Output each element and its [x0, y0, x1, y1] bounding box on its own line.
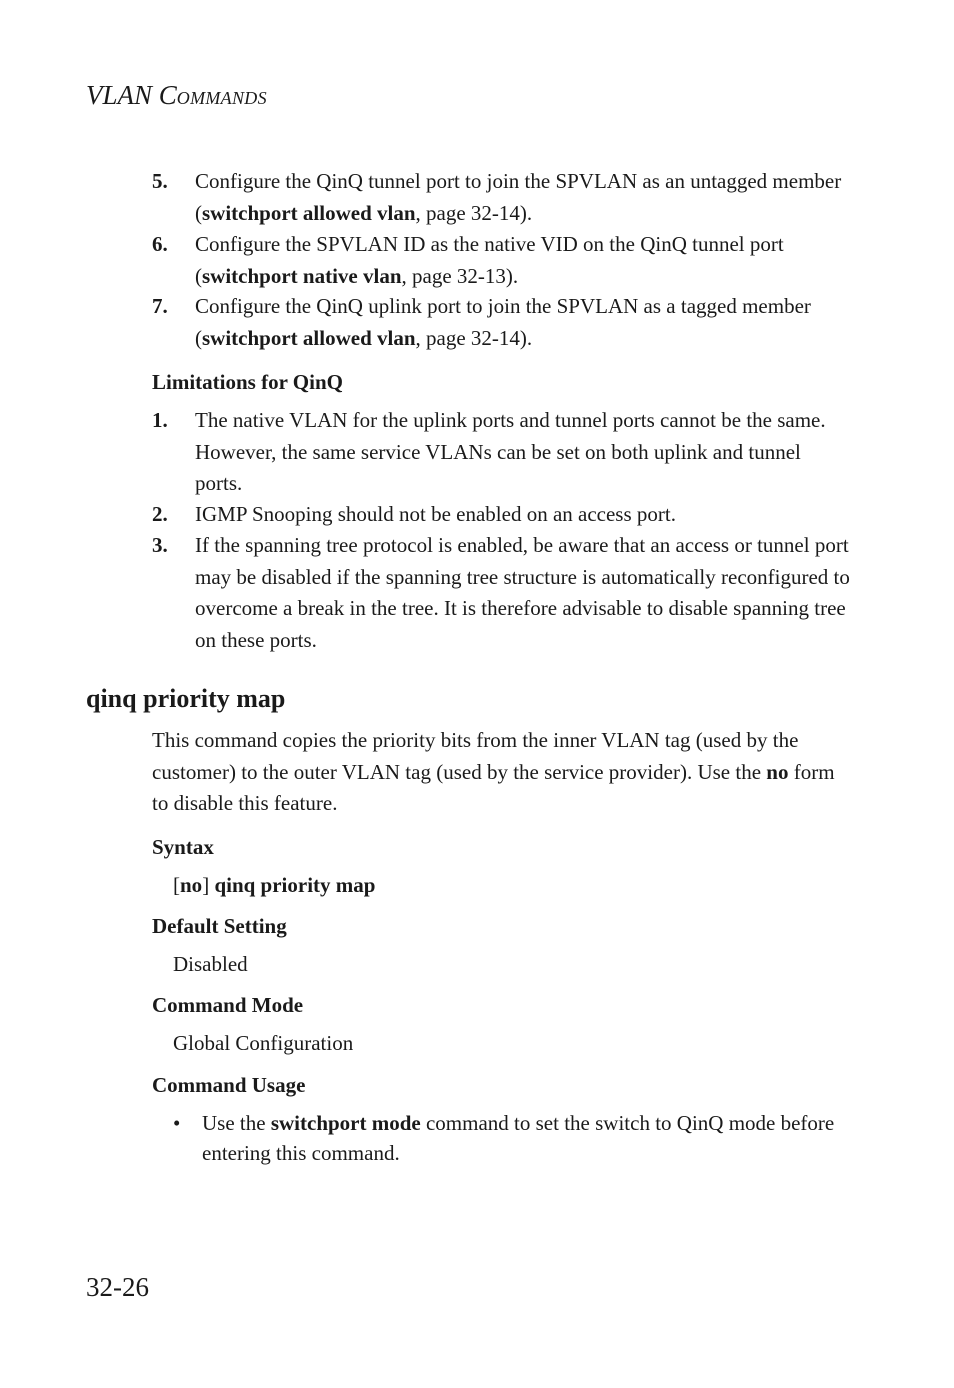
item-text: The native VLAN for the uplink ports and tunnel ports cannot be the same. However, the same service VLANs can be set on both uplink and tunnel ports.	[195, 408, 826, 495]
command-mode-heading: Command Mode	[152, 993, 304, 1017]
page-number: 32-26	[86, 1272, 149, 1302]
section-description: This command copies the priority bits from the inner VLAN tag (used by the customer) to the outer VLAN tag (used by the service provider). Use the no form to disable this feature.	[152, 728, 835, 815]
step-text: Configure the QinQ tunnel port to join the SPVLAN as an untagged member (switchport allowed vlan, page 32-14).	[195, 169, 842, 225]
command-name: switchport mode	[270, 1111, 421, 1135]
command-name: switchport allowed vlan	[202, 325, 416, 350]
header-rest: OMMANDS	[176, 88, 267, 108]
usage-bullet-item	[173, 1108, 863, 1168]
step-5	[152, 166, 852, 229]
syntax-command: qinq priority map	[214, 873, 376, 897]
step-number: 6.	[152, 232, 168, 256]
header-first: VLAN C	[86, 80, 177, 110]
section-title: qinq priority map	[86, 684, 286, 713]
command-name: switchport allowed vlan	[202, 200, 416, 225]
running-header	[86, 80, 267, 111]
limitation-3	[152, 530, 852, 656]
command-mode-value: Global Configuration	[173, 1031, 354, 1055]
item-number: 1.	[152, 408, 168, 432]
item-text: IGMP Snooping should not be enabled on an access port.	[195, 502, 676, 526]
item-text: If the spanning tree protocol is enabled, be aware that an access or tunnel port may be disabled if the spanning tree structure is automatically reconfigured to overcome a break in the tree. It is therefore advisable to disable spanning tree on these ports.	[195, 533, 850, 652]
bullet-icon: •	[173, 1111, 181, 1135]
limitation-1	[152, 405, 852, 500]
item-number: 3.	[152, 533, 168, 557]
item-number: 2.	[152, 502, 168, 526]
default-setting-heading: Default Setting	[152, 914, 287, 938]
step-7	[152, 291, 852, 354]
command-name: switchport native vlan	[202, 263, 402, 288]
no-keyword: no	[766, 759, 789, 784]
syntax-heading: Syntax	[152, 835, 214, 859]
command-usage-heading: Command Usage	[152, 1073, 306, 1097]
step-text: Configure the SPVLAN ID as the native VID on the QinQ tunnel port (switchport native vlan, page 32-13).	[195, 232, 784, 288]
step-number: 7.	[152, 294, 168, 318]
step-number: 5.	[152, 169, 168, 193]
usage-text: Use the switchport mode command to set the switch to QinQ mode before entering this command.	[202, 1111, 835, 1165]
step-6	[152, 229, 852, 292]
limitation-2	[152, 499, 852, 531]
step-text: Configure the QinQ uplink port to join the SPVLAN as a tagged member (switchport allowed vlan, page 32-14).	[195, 294, 811, 350]
default-setting-value: Disabled	[173, 952, 248, 976]
syntax-line: [no] qinq priority map	[173, 873, 376, 897]
limitations-heading: Limitations for QinQ	[152, 370, 343, 394]
